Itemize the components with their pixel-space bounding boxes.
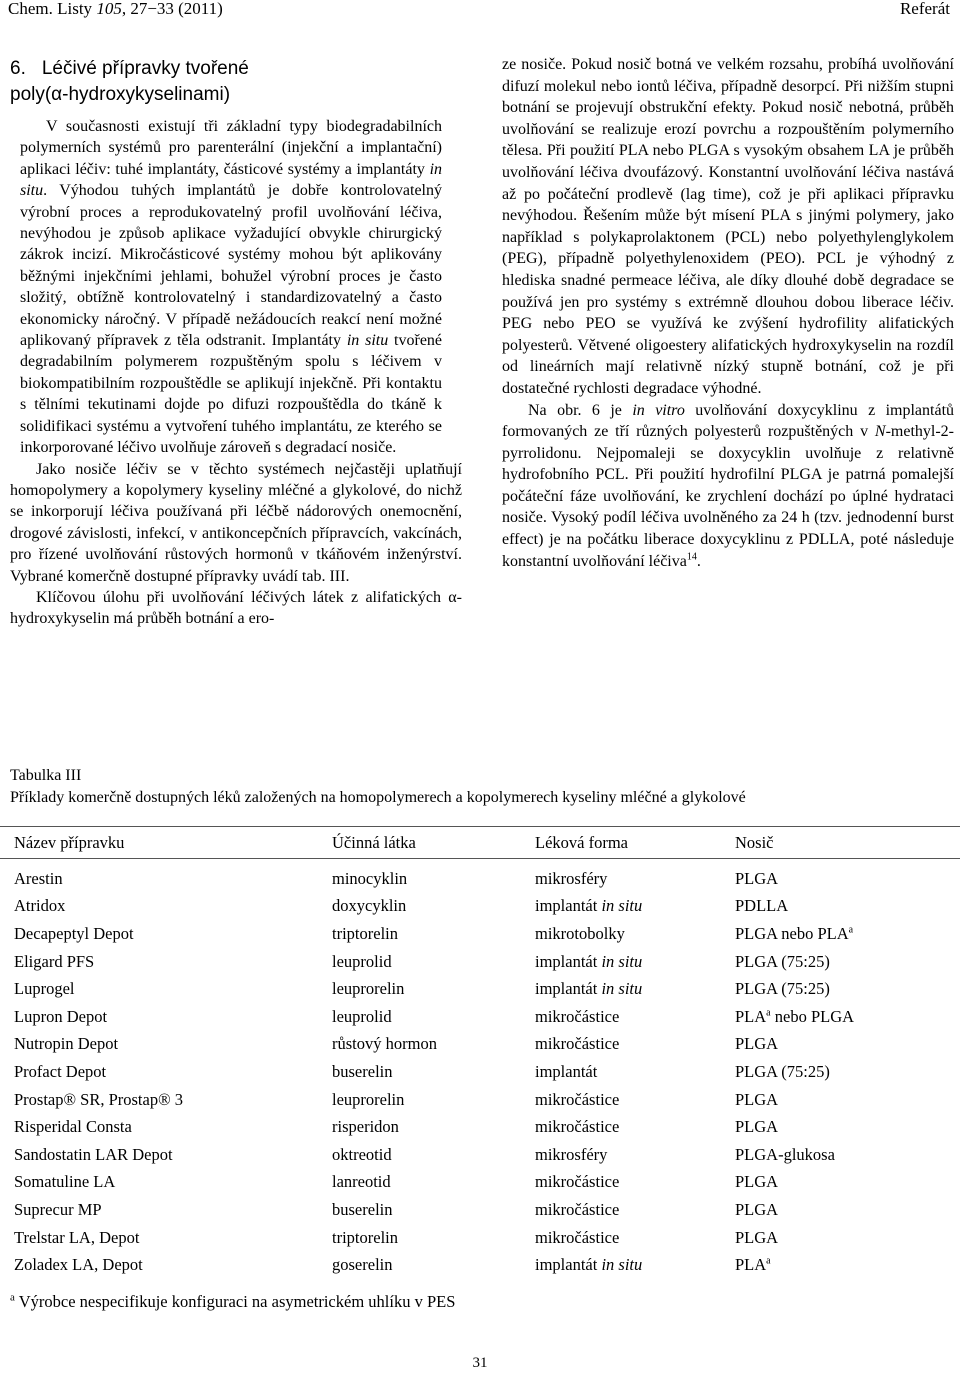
cell-drug: doxycyklin — [332, 896, 407, 916]
table-row — [0, 920, 960, 948]
table-row — [0, 1251, 960, 1279]
table-row — [0, 1224, 960, 1252]
column-header: Léková forma — [535, 833, 628, 852]
table-row — [0, 1196, 960, 1224]
table-row — [0, 1031, 960, 1059]
cell-name: Somatuline LA — [14, 1172, 116, 1192]
drug-table — [0, 827, 960, 1279]
cell-form: mikročástice — [535, 1006, 620, 1026]
table-row — [0, 975, 960, 1003]
cell-drug: minocyklin — [332, 868, 408, 888]
cell-drug: leuprolid — [332, 951, 392, 971]
cell-name: Decapeptyl Depot — [14, 923, 134, 943]
cell-form: mikrosféry — [535, 1144, 608, 1164]
cell-carrier: PLGA-glukosa — [735, 1144, 835, 1164]
cell-carrier: PLGA — [735, 1117, 779, 1137]
table-row — [0, 1086, 960, 1114]
left-column — [10, 56, 462, 630]
cell-drug: goserelin — [332, 1255, 393, 1275]
table-title: Příklady komerčně dostupných léků založených na homopolymerech a kopolymerech kyseliny mléčné a glykolové — [10, 789, 746, 806]
cell-form: mikročástice — [535, 1117, 620, 1137]
intro-paragraph: V současnosti existují tři základní typy biodegradabilních polymerních systémů pro parenterální (injekční a implantační) aplikaci léčiv: tuhé implantáty, částicové systémy a implantáty in situ. Výhodou tuhých implantátů je dobře kontrolovatelný výrobní proces a reprodukovatelný profil uvolňování léčiva, nevýhodou je způsob aplikace vyžadující obvykle chirurgický zákrok incizí. Mikročásticové systémy mohou být aplikovány běžnými injekčními jehlami, bohužel výrobní proces je často složitý, obtížně kontrolovatelný i standardizovatelný a často ekonomicky náročný. V případě nežádoucích reakcí není možné aplikovaný přípravek z těla odstranit. Implantáty in situ tvořené degradabilním polymerem rozpuštěným spolu s léčivem v biokompatibilním rozpouštědle se aplikují injekčně. Při kontaktu s tělními tekutinami dojde po difuzi rozpouštědla do tkáně k solidifikaci systému a vytvoření tuhého implantátu, ze kterého se inkorporované léčivo uvolňuje zároveň s degradací nosiče. — [20, 118, 443, 457]
cell-drug: triptorelin — [332, 1227, 398, 1247]
cell-name: Zoladex LA, Depot — [14, 1255, 143, 1275]
table-row — [0, 948, 960, 976]
cell-name: Profact Depot — [14, 1061, 107, 1081]
cell-name: Risperidal Consta — [14, 1117, 132, 1137]
cell-name: Luprogel — [14, 979, 75, 999]
right-column — [502, 54, 954, 572]
article-type: Referát — [899, 0, 950, 18]
page-number: 31 — [472, 1355, 488, 1371]
cell-carrier: PLGA (75:25) — [735, 951, 830, 971]
section-heading: 6. Léčivé přípravky tvořené poly(α-hydroxykyselinami) — [10, 58, 249, 105]
cell-drug: růstový hormon — [332, 1034, 437, 1054]
cell-carrier: PDLLA — [735, 896, 789, 916]
cell-name: Lupron Depot — [14, 1006, 108, 1026]
table-row — [0, 1058, 960, 1086]
table-row — [0, 1141, 960, 1169]
table-row — [0, 1169, 960, 1197]
cell-form: mikročástice — [535, 1172, 620, 1192]
column-header: Název přípravku — [14, 833, 125, 852]
paragraph: Klíčovou úlohu při uvolňování léčivých látek z alifatických α-hydroxykyselin má průběh botnání a ero- — [10, 588, 462, 628]
cell-form: mikročástice — [535, 1034, 620, 1054]
cell-form: implantát in situ — [535, 1255, 643, 1275]
cell-drug: leuprorelin — [332, 979, 405, 999]
table-footnote: $^a$ Výrobce nespecifikuje konfiguraci na asymetrickém uhlíku v PES — [10, 1291, 456, 1311]
cell-name: Prostap® SR, Prostap® 3 — [14, 1089, 184, 1109]
paragraph: ze nosiče. Pokud nosič botná ve velkém rozsahu, probíhá uvolňování difuzí molekul nebo iontů léčiva, případně desorpcí. Při nižším stupni botnání se projevují obstrukční efekty. Pokud nosič nebotná, průběh uvolňování se realizuje erozí povrchu a rozpouštěním polymerního tělesa. Při použití PLA nebo PLGA s vysokým obsahem LA je průběh uvolňování léčiva dvoufázový. Konstantní uvolňování léčiva nastává až po počáteční prodlevě (lag time), což je při aplikaci přípravku nevýhodou. Řešením může být mísení PLA s jinými polymery, jako například s polykaprolaktonem (PCL) nebo polyethylenglykolem (PEG), případně polyethylenoxidem (PEO). PCL je výhodný z hlediska snadné permeace léčiva, ale díky dlouhé době degradace se používá jen pro systémy s extrémně dlouhou dobou liberace léčiv. PEG nebo PEO se využívá ke zvýšení hydrofility alifatických polyesterů. Větvené oligoestery alifatických hydroxykyselin na rozdíl od lineárních mají relativně nízký stupně botnání, což je při dostatečné rychlosti degradace výhodné. — [502, 56, 954, 397]
cell-drug: oktreotid — [332, 1144, 392, 1164]
table-row — [0, 865, 960, 893]
cell-name: Sandostatin LAR Depot — [14, 1144, 173, 1164]
cell-carrier: PLGA — [735, 1034, 779, 1054]
table-caption: Tabulka III — [10, 767, 82, 784]
cell-name: Nutropin Depot — [14, 1034, 119, 1054]
cell-carrier: PLA$^a$ — [735, 1255, 771, 1275]
journal-citation: Chem. Listy 105, 27−33 (2011) — [8, 0, 223, 18]
cell-form: mikrotobolky — [535, 923, 625, 943]
table-row — [0, 893, 960, 921]
cell-name: Eligard PFS — [14, 951, 95, 971]
cell-drug: leuprorelin — [332, 1089, 405, 1109]
cell-drug: buserelin — [332, 1199, 393, 1219]
cell-drug: triptorelin — [332, 923, 398, 943]
cell-drug: leuprolid — [332, 1006, 392, 1026]
cell-name: Suprecur MP — [14, 1199, 102, 1219]
cell-form: mikrosféry — [535, 868, 608, 888]
table-row — [0, 1113, 960, 1141]
paragraph: Jako nosiče léčiv se v těchto systémech nejčastěji uplatňují homopolymery a kopolymery kyseliny mléčné a glykolové, do nichž se inkorporují léčiva používaná při léčbě nádorových onemocnění, drogové závislosti, infekcí, v antikoncepčních přípravcích, vakcínách, pro řízené uvolňování růstových hormonů v tkáňovém inženýrství. Vybrané komerčně dostupné přípravky uvádí tab. III. — [10, 460, 462, 585]
table-row — [0, 1003, 960, 1031]
cell-form: implantát — [535, 1061, 598, 1081]
cell-name: Atridox — [14, 896, 66, 916]
cell-form: mikročástice — [535, 1227, 620, 1247]
cell-name: Trelstar LA, Depot — [14, 1227, 140, 1247]
cell-form: mikročástice — [535, 1089, 620, 1109]
cell-form: implantát in situ — [535, 979, 643, 999]
cell-carrier: PLGA — [735, 1089, 779, 1109]
cell-carrier: PLGA — [735, 1172, 779, 1192]
cell-carrier: PLGA — [735, 868, 779, 888]
cell-form: mikročástice — [535, 1199, 620, 1219]
cell-form: implantát in situ — [535, 951, 643, 971]
cell-name: Arestin — [14, 868, 63, 888]
cell-carrier: PLGA (75:25) — [735, 1061, 830, 1081]
running-header — [0, 0, 960, 22]
cell-drug: buserelin — [332, 1061, 393, 1081]
column-header: Účinná látka — [332, 833, 416, 852]
cell-form: implantát in situ — [535, 896, 643, 916]
paragraph: Na obr. 6 je in vitro uvolňování doxycyklinu z implantátů formovaných ze tří různých polyesterů rozpuštěných v N-methyl-2-pyrrolidonu. Nejpomaleji se doxycyklin uvolňuje z relativně hydrofobního PCL. Při použití hydrofilní PLGA je patrná pomalejší počáteční fáze uvolňování, ke zrychlení dochází po úplné hydrataci nosiče. Vysoký podíl léčiva uvolněného za 24 h (tzv. jednodenní burst effect) je na počátku liberace doxycyklinu z PDLLA, poté následuje konstantní uvolňování léčiva$^{14}$. — [502, 401, 955, 570]
column-header: Nosič — [735, 833, 774, 852]
cell-drug: risperidon — [332, 1117, 399, 1137]
table-body — [0, 859, 960, 1279]
cell-carrier: PLGA (75:25) — [735, 979, 830, 999]
cell-drug: lanreotid — [332, 1172, 391, 1192]
cell-carrier: PLA$^a$ nebo PLGA — [735, 1006, 855, 1026]
table-header-row — [0, 827, 960, 859]
cell-carrier: PLGA nebo PLA$^a$ — [735, 923, 854, 943]
cell-carrier: PLGA — [735, 1199, 779, 1219]
cell-carrier: PLGA — [735, 1227, 779, 1247]
